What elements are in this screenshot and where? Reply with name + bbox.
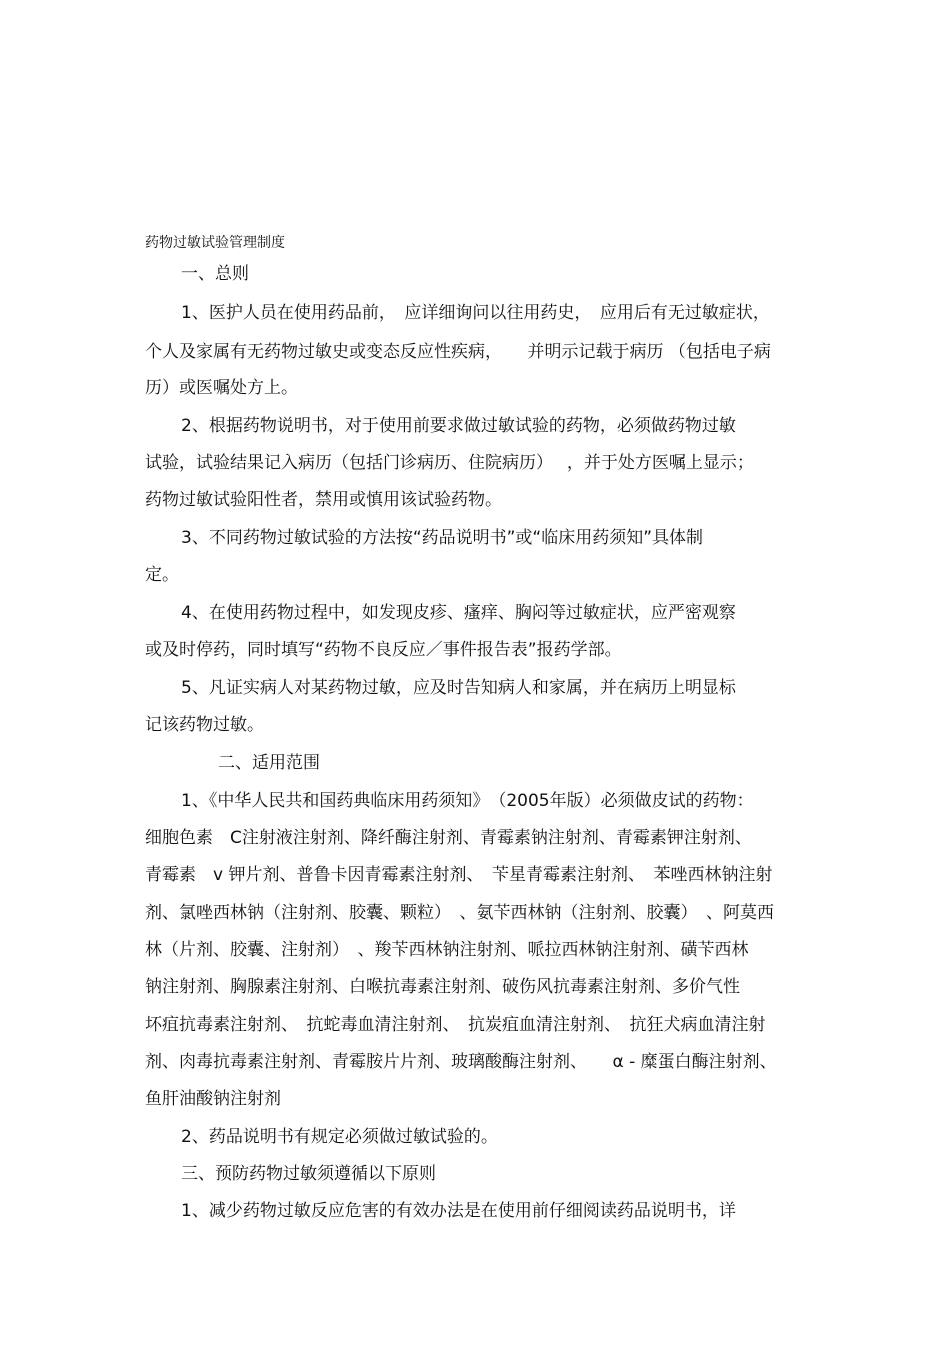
paragraph-line: 或及时停药，同时填写“药物不良反应／事件报告表”报药学部。 <box>145 640 622 660</box>
paragraph-line: 1、减少药物过敏反应危害的有效办法是在使用前仔细阅读药品说明书，详 <box>181 1201 736 1221</box>
paragraph-line: 定。 <box>145 565 179 585</box>
paragraph-line: 5、凡证实病人对某药物过敏，应及时告知病人和家属，并在病历上明显标 <box>181 678 736 698</box>
paragraph-line: 细胞色素 C注射液注射剂、降纤酶注射剂、青霉素钠注射剂、青霉素钾注射剂、 <box>145 828 752 848</box>
paragraph-line: 鱼肝油酸钠注射剂 <box>145 1089 281 1109</box>
document-title: 药物过敏试验管理制度 <box>145 235 285 251</box>
paragraph-line: 2、药品说明书有规定必须做过敏试验的。 <box>181 1127 498 1147</box>
paragraph-line: 记该药物过敏。 <box>145 715 264 735</box>
paragraph-line: 试验，试验结果记入病历（包括门诊病历、住院病历） ，并于处方医嘱上显示； <box>145 453 754 473</box>
paragraph-line: 2、根据药物说明书，对于使用前要求做过敏试验的药物，必须做药物过敏 <box>181 416 736 436</box>
paragraph-line: 3、不同药物过敏试验的方法按“药品说明书”或“临床用药须知”具体制 <box>181 528 704 548</box>
paragraph-line: 林（片剂、胶囊、注射剂） 、羧苄西林钠注射剂、哌拉西林钠注射剂、磺苄西林 <box>145 940 749 960</box>
paragraph-line: 钠注射剂、胸腺素注射剂、白喉抗毒素注射剂、破伤风抗毒素注射剂、多价气性 <box>145 977 740 997</box>
paragraph-line: 剂、氯唑西林钠（注射剂、胶囊、颗粒） 、氨苄西林钠（注射剂、胶囊） 、阿莫西 <box>145 903 774 923</box>
section-heading-general: 一、总则 <box>181 264 249 284</box>
paragraph-line: 个人及家属有无药物过敏史或变态反应性疾病， 并明示记载于病历 （包括电子病 <box>145 342 771 362</box>
paragraph-line: 4、在使用药物过程中，如发现皮疹、瘙痒、胸闷等过敏症状，应严密观察 <box>181 603 736 623</box>
paragraph-line: 1、《中华人民共和国药典临床用药须知》 （2005年版）必须做皮试的药物： <box>181 791 754 811</box>
paragraph-line: 青霉素 v 钾片剂、普鲁卡因青霉素注射剂、 苄星青霉素注射剂、 苯唑西林钠注射 <box>145 865 773 885</box>
section-heading-scope: 二、适用范围 <box>218 753 320 773</box>
paragraph-line: 坏疽抗毒素注射剂、 抗蛇毒血清注射剂、 抗炭疽血清注射剂、 抗狂犬病血清注射 <box>145 1015 766 1035</box>
paragraph-line: 历）或医嘱处方上。 <box>145 378 298 398</box>
paragraph-line: 1、医护人员在使用药品前， 应详细询问以往用药史， 应用后有无过敏症状， <box>181 303 770 323</box>
section-heading-prevention: 三、预防药物过敏须遵循以下原则 <box>181 1164 436 1184</box>
paragraph-line: 剂、肉毒抗毒素注射剂、青霉胺片片剂、玻璃酸酶注射剂、 α - 糜蛋白酶注射剂、 <box>145 1052 777 1072</box>
paragraph-line: 药物过敏试验阳性者，禁用或慎用该试验药物。 <box>145 490 502 510</box>
